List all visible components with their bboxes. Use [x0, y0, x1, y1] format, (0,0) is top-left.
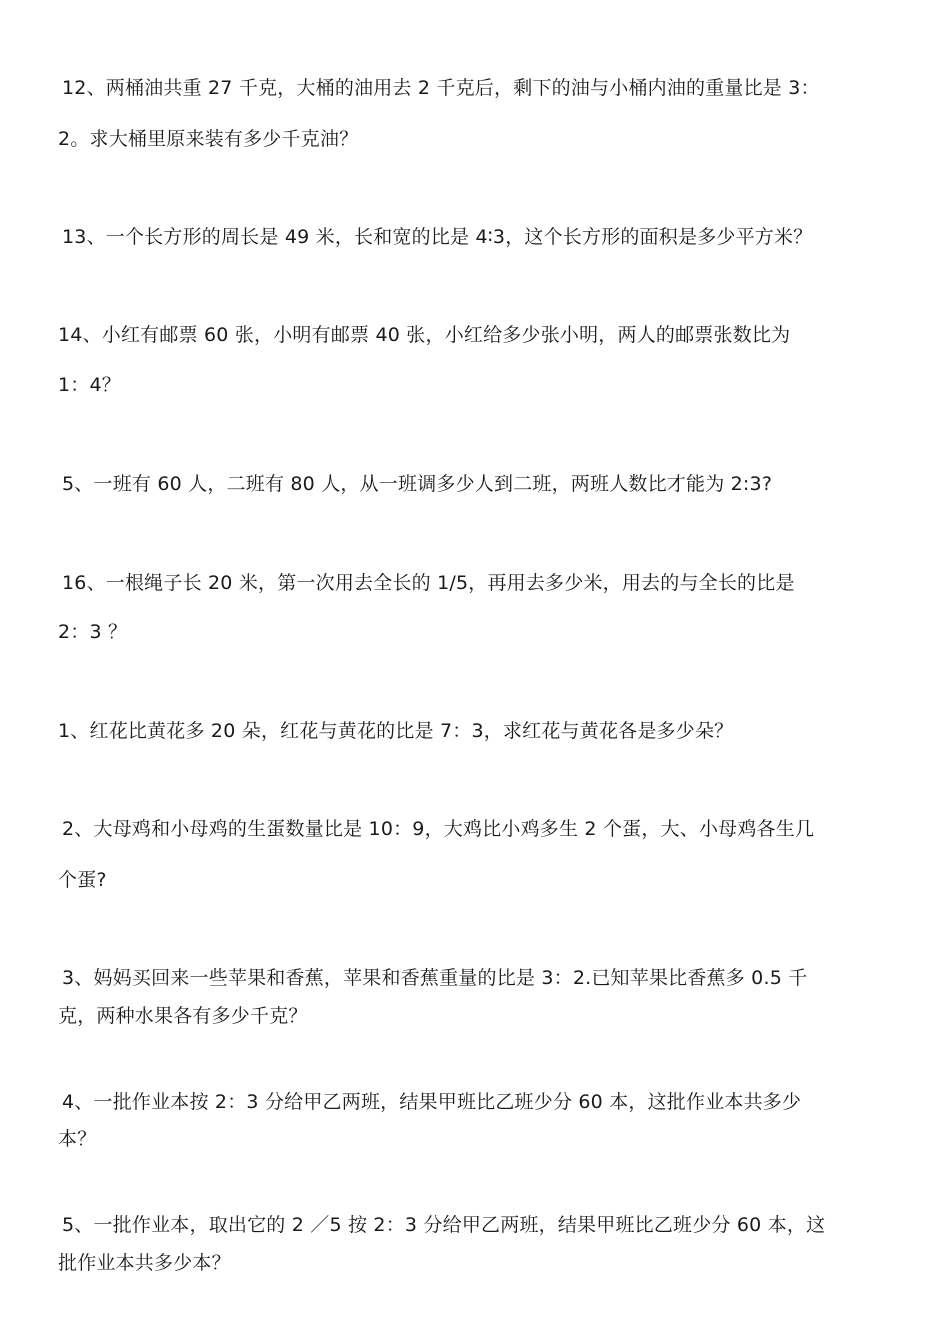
problem-2-line-2: 个蛋?	[58, 869, 107, 891]
problem-13-line-1: 13、一个长方形的周长是 49 米，长和宽的比是 4∶3，这个长方形的面积是多少平方米？	[62, 226, 813, 248]
problem-16-line-2: 2：3 ？	[58, 621, 128, 643]
problem-3-line-1: 3、妈妈买回来一些苹果和香蕉，苹果和香蕉重量的比是 3：2.已知苹果比香蕉多 0.5 千	[62, 967, 808, 989]
problem-5a-line-1: 5、一班有 60 人，二班有 80 人，从一班调多少人到二班，两班人数比才能为 2:3?	[62, 473, 773, 495]
problem-12-line-1: 12、两桶油共重 27 千克，大桶的油用去 2 千克后，剩下的油与小桶内油的重量比是 3：	[62, 77, 820, 99]
problem-14-line-2: 1：4？	[58, 374, 121, 396]
problem-1-line-1: 1、红花比黄花多 20 朵，红花与黄花的比是 7：3，求红花与黄花各是多少朵？	[58, 720, 734, 742]
problem-2-line-1: 2、大母鸡和小母鸡的生蛋数量比是 10：9，大鸡比小鸡多生 2 个蛋，大、小母鸡各生几	[62, 818, 815, 840]
problem-3-line-2: 克，两种水果各有多少千克？	[58, 1005, 308, 1027]
problem-5b-line-2: 批作业本共多少本？	[58, 1252, 231, 1274]
problem-4-line-2: 本？	[58, 1128, 97, 1150]
problem-12-line-2: 2。求大桶里原来装有多少千克油？	[58, 128, 359, 150]
problem-5b-line-1: 5、一批作业本，取出它的 2 ／5 按 2：3 分给甲乙两班，结果甲班比乙班少分 60 本，这	[62, 1214, 826, 1236]
problem-16-line-1: 16、一根绳子长 20 米，第一次用去全长的 1/5，再用去多少米，用去的与全长的比是	[62, 572, 795, 594]
problem-14-line-1: 14、小红有邮票 60 张，小明有邮票 40 张，小红给多少张小明，两人的邮票张数比为	[58, 324, 791, 346]
problem-4-line-1: 4、一批作业本按 2：3 分给甲乙两班，结果甲班比乙班少分 60 本，这批作业本共多少	[62, 1091, 802, 1113]
